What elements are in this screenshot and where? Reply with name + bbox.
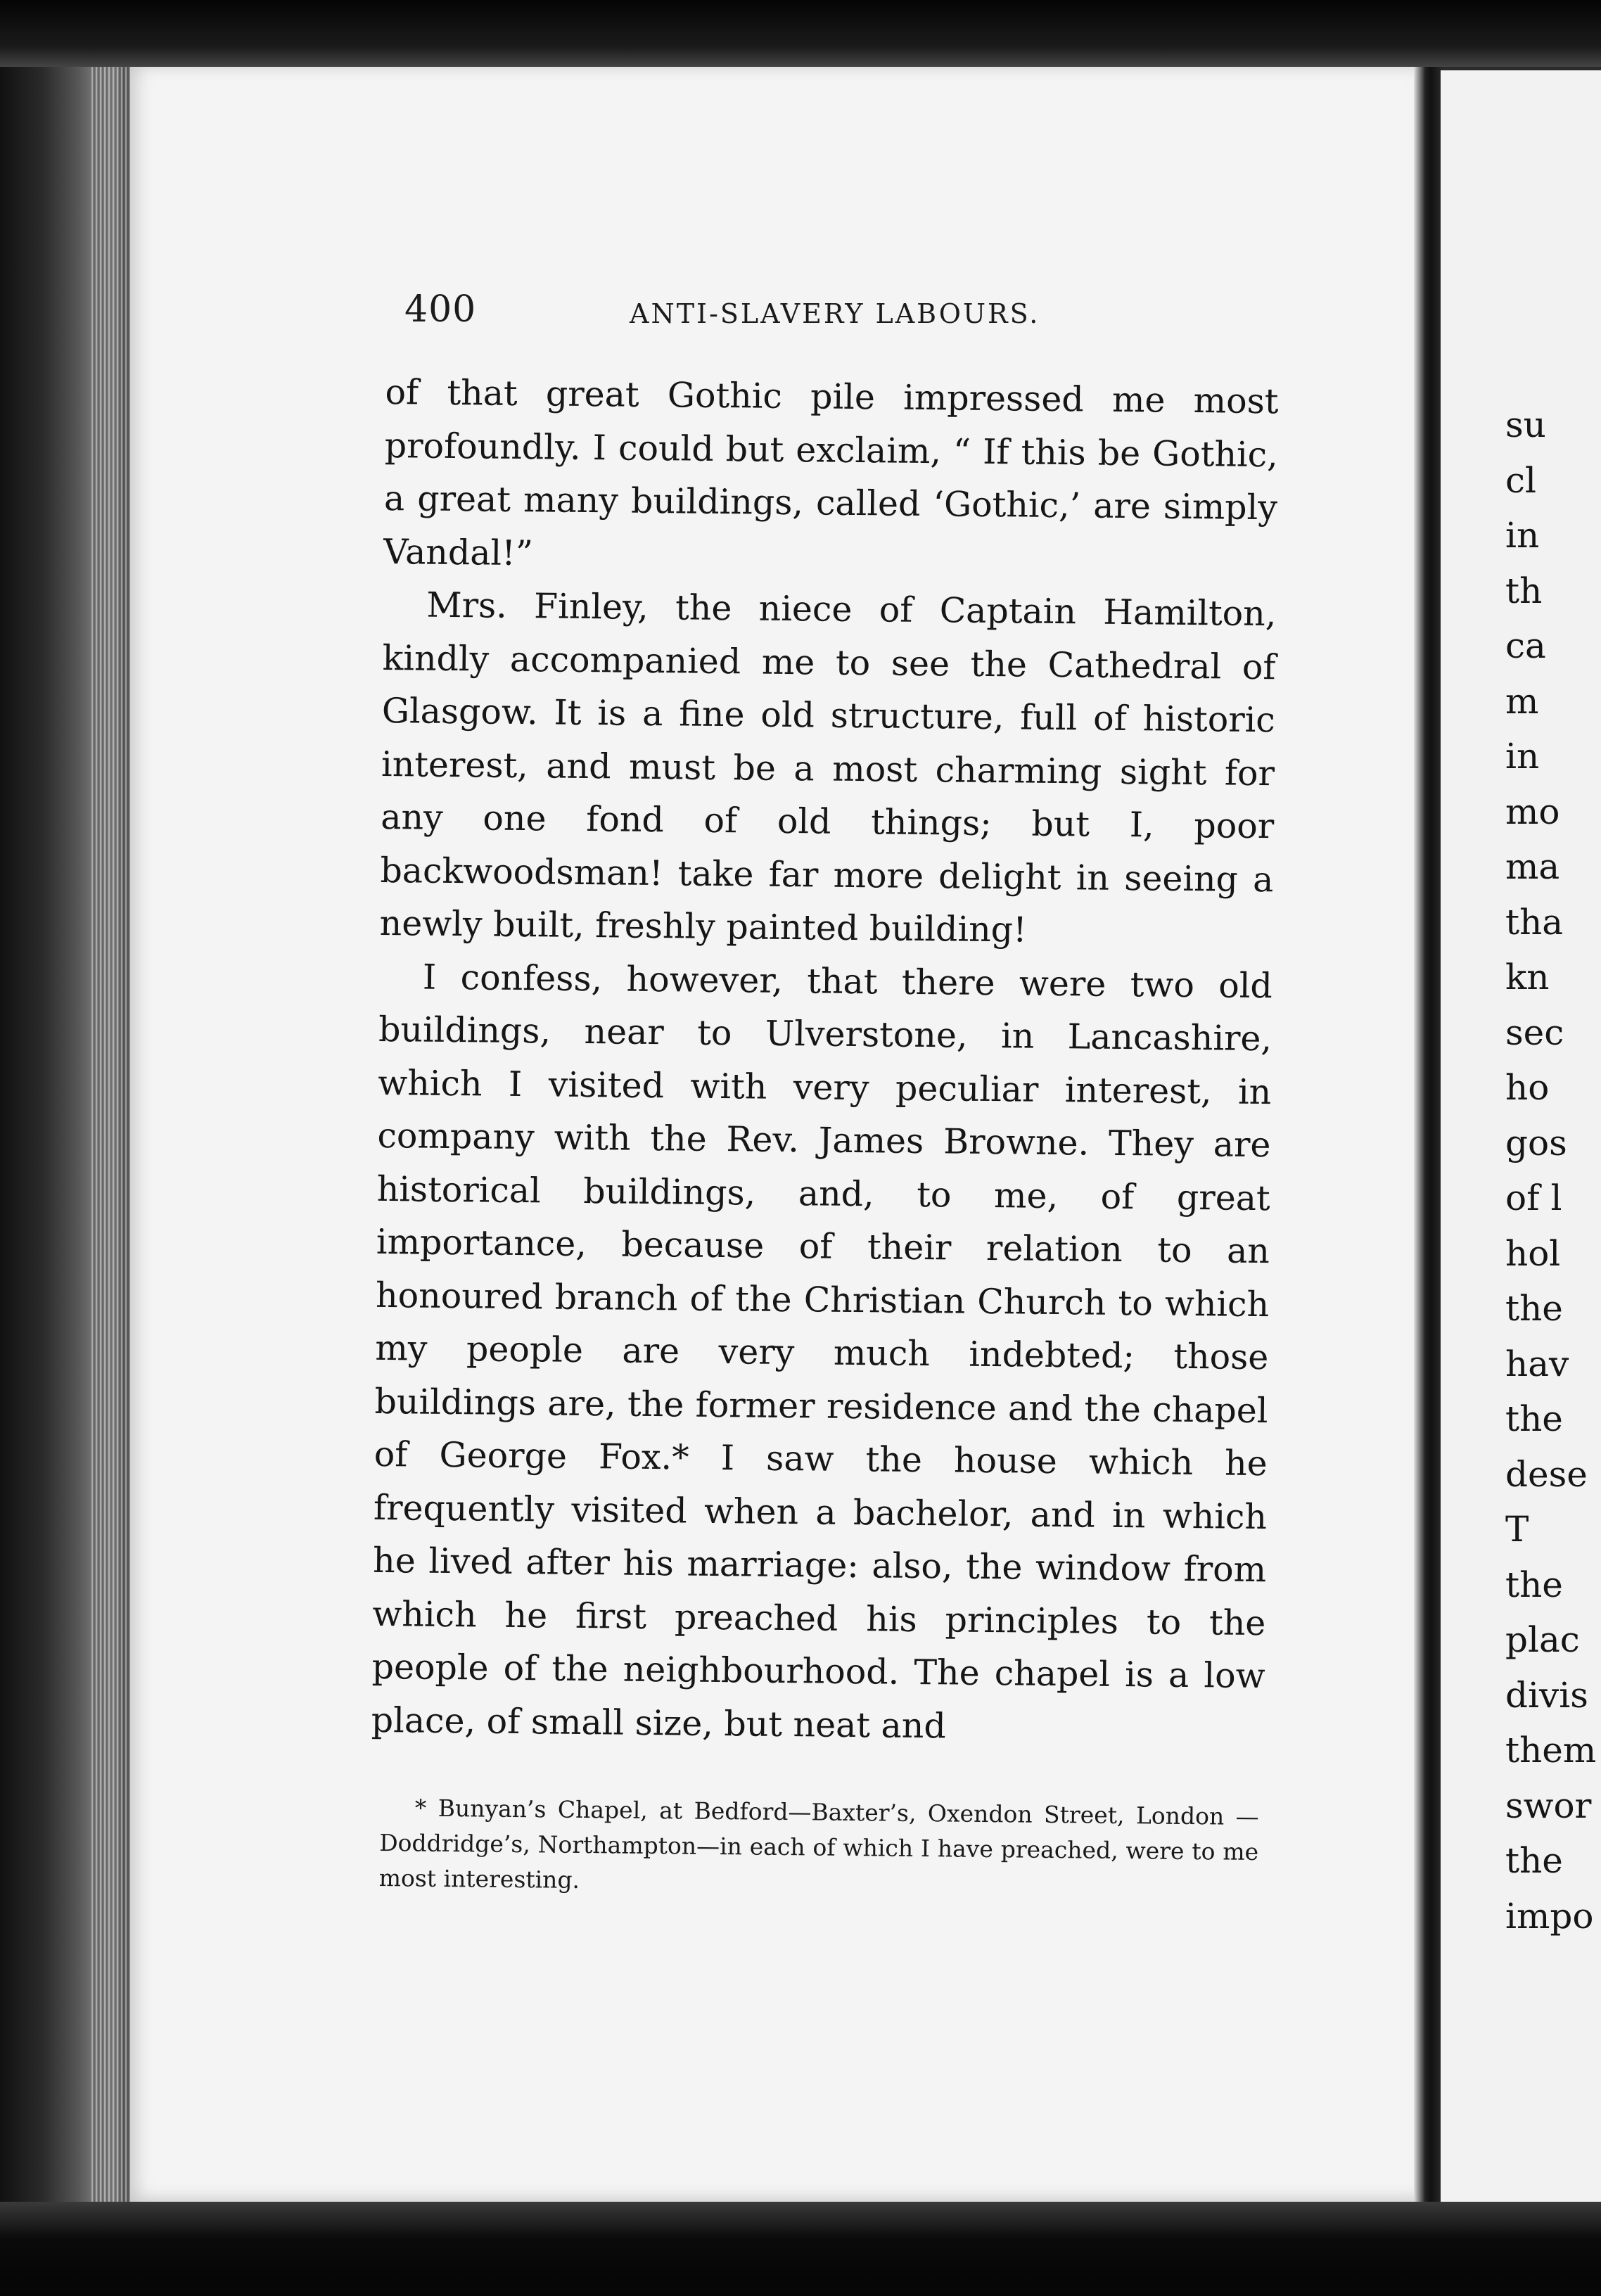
facing-page-line: sec	[1505, 1012, 1564, 1053]
facing-page-line: T	[1505, 1509, 1529, 1550]
facing-page-line: hol	[1505, 1232, 1561, 1274]
footnote-text: * Bunyan’s Chapel, at Bedford—Baxter’s, Oxendon Street, London —Doddridge’s, Northampton—in each of which I have preached, were to me most interesting.	[378, 1794, 1259, 1894]
paragraph-continued: of that great Gothic pile impressed me most profoundly. I could but exclaim, “ If this be Gothic, a great many buildings, called ‘Gothic,’ are simply Vandal!”	[383, 371, 1279, 573]
facing-page-text	[1505, 397, 1601, 1944]
facing-page-line: th	[1505, 570, 1543, 611]
book-page-edges	[91, 56, 134, 2209]
scan-bottom-edge	[0, 2202, 1601, 2296]
facing-page-line: m	[1505, 680, 1539, 722]
facing-page-line: impo	[1505, 1895, 1594, 1937]
book-gutter	[1414, 56, 1442, 2223]
facing-page-line: the	[1505, 1288, 1563, 1329]
running-head	[404, 288, 1284, 338]
facing-page-line: of l	[1505, 1178, 1562, 1218]
page-number: 400	[404, 288, 477, 331]
facing-page-line: them	[1505, 1730, 1597, 1771]
paragraph: I confess, however, that there were two old buildings, near to Ulverstone, in Lancashire, which I visited with very peculiar interest, in company with the Rev. James Browne. They are historical buildings, and, to me, of great importance, because of their relation to an honoured branch of the Christian Church to which my people are very much indebted; those buildings are, the former residence and the chapel of George Fox.* I saw the house which he frequently visited when a bachelor, and in which he lived after his marriage: also, the window from which he first preached his principles to the people of the neighbourhood. The chapel is a low place, of small size, but neat and	[371, 957, 1273, 1746]
facing-page-line: divis	[1505, 1674, 1588, 1716]
facing-page-line: hav	[1505, 1343, 1569, 1384]
facing-page-line: dese	[1505, 1453, 1588, 1495]
footnote	[378, 1790, 1259, 1905]
facing-page-line: ca	[1505, 625, 1546, 666]
facing-page-line: the	[1505, 1564, 1563, 1605]
facing-page-line: mo	[1505, 791, 1560, 832]
facing-page-line: kn	[1505, 957, 1550, 997]
facing-page-line: tha	[1505, 901, 1564, 943]
paragraph: Mrs. Finley, the niece of Captain Hamilton, kindly accompanied me to see the Cathedral of Glasgow. It is a fine old structure, full of historic interest, and must be a most charming sight for any one fond of old things; but I, poor backwoodsman! take far more delight in seeing a newly built, freshly painted building!	[379, 585, 1277, 950]
running-head-title: ANTI-SLAVERY LABOURS.	[630, 298, 1040, 329]
facing-page-line: in	[1505, 515, 1540, 556]
facing-page-line: su	[1505, 404, 1546, 445]
facing-page-line: plac	[1505, 1619, 1580, 1660]
facing-page-line: the	[1505, 1840, 1563, 1881]
facing-page-line: ma	[1505, 846, 1560, 887]
body-text	[371, 366, 1278, 1756]
facing-page-line: swor	[1505, 1785, 1592, 1826]
facing-page-line: gos	[1505, 1122, 1567, 1163]
facing-page-line: the	[1505, 1398, 1563, 1439]
facing-page-line: cl	[1505, 459, 1536, 501]
facing-page-line: ho	[1505, 1067, 1550, 1108]
scan-top-edge	[0, 0, 1601, 67]
facing-page-line: in	[1505, 736, 1540, 777]
